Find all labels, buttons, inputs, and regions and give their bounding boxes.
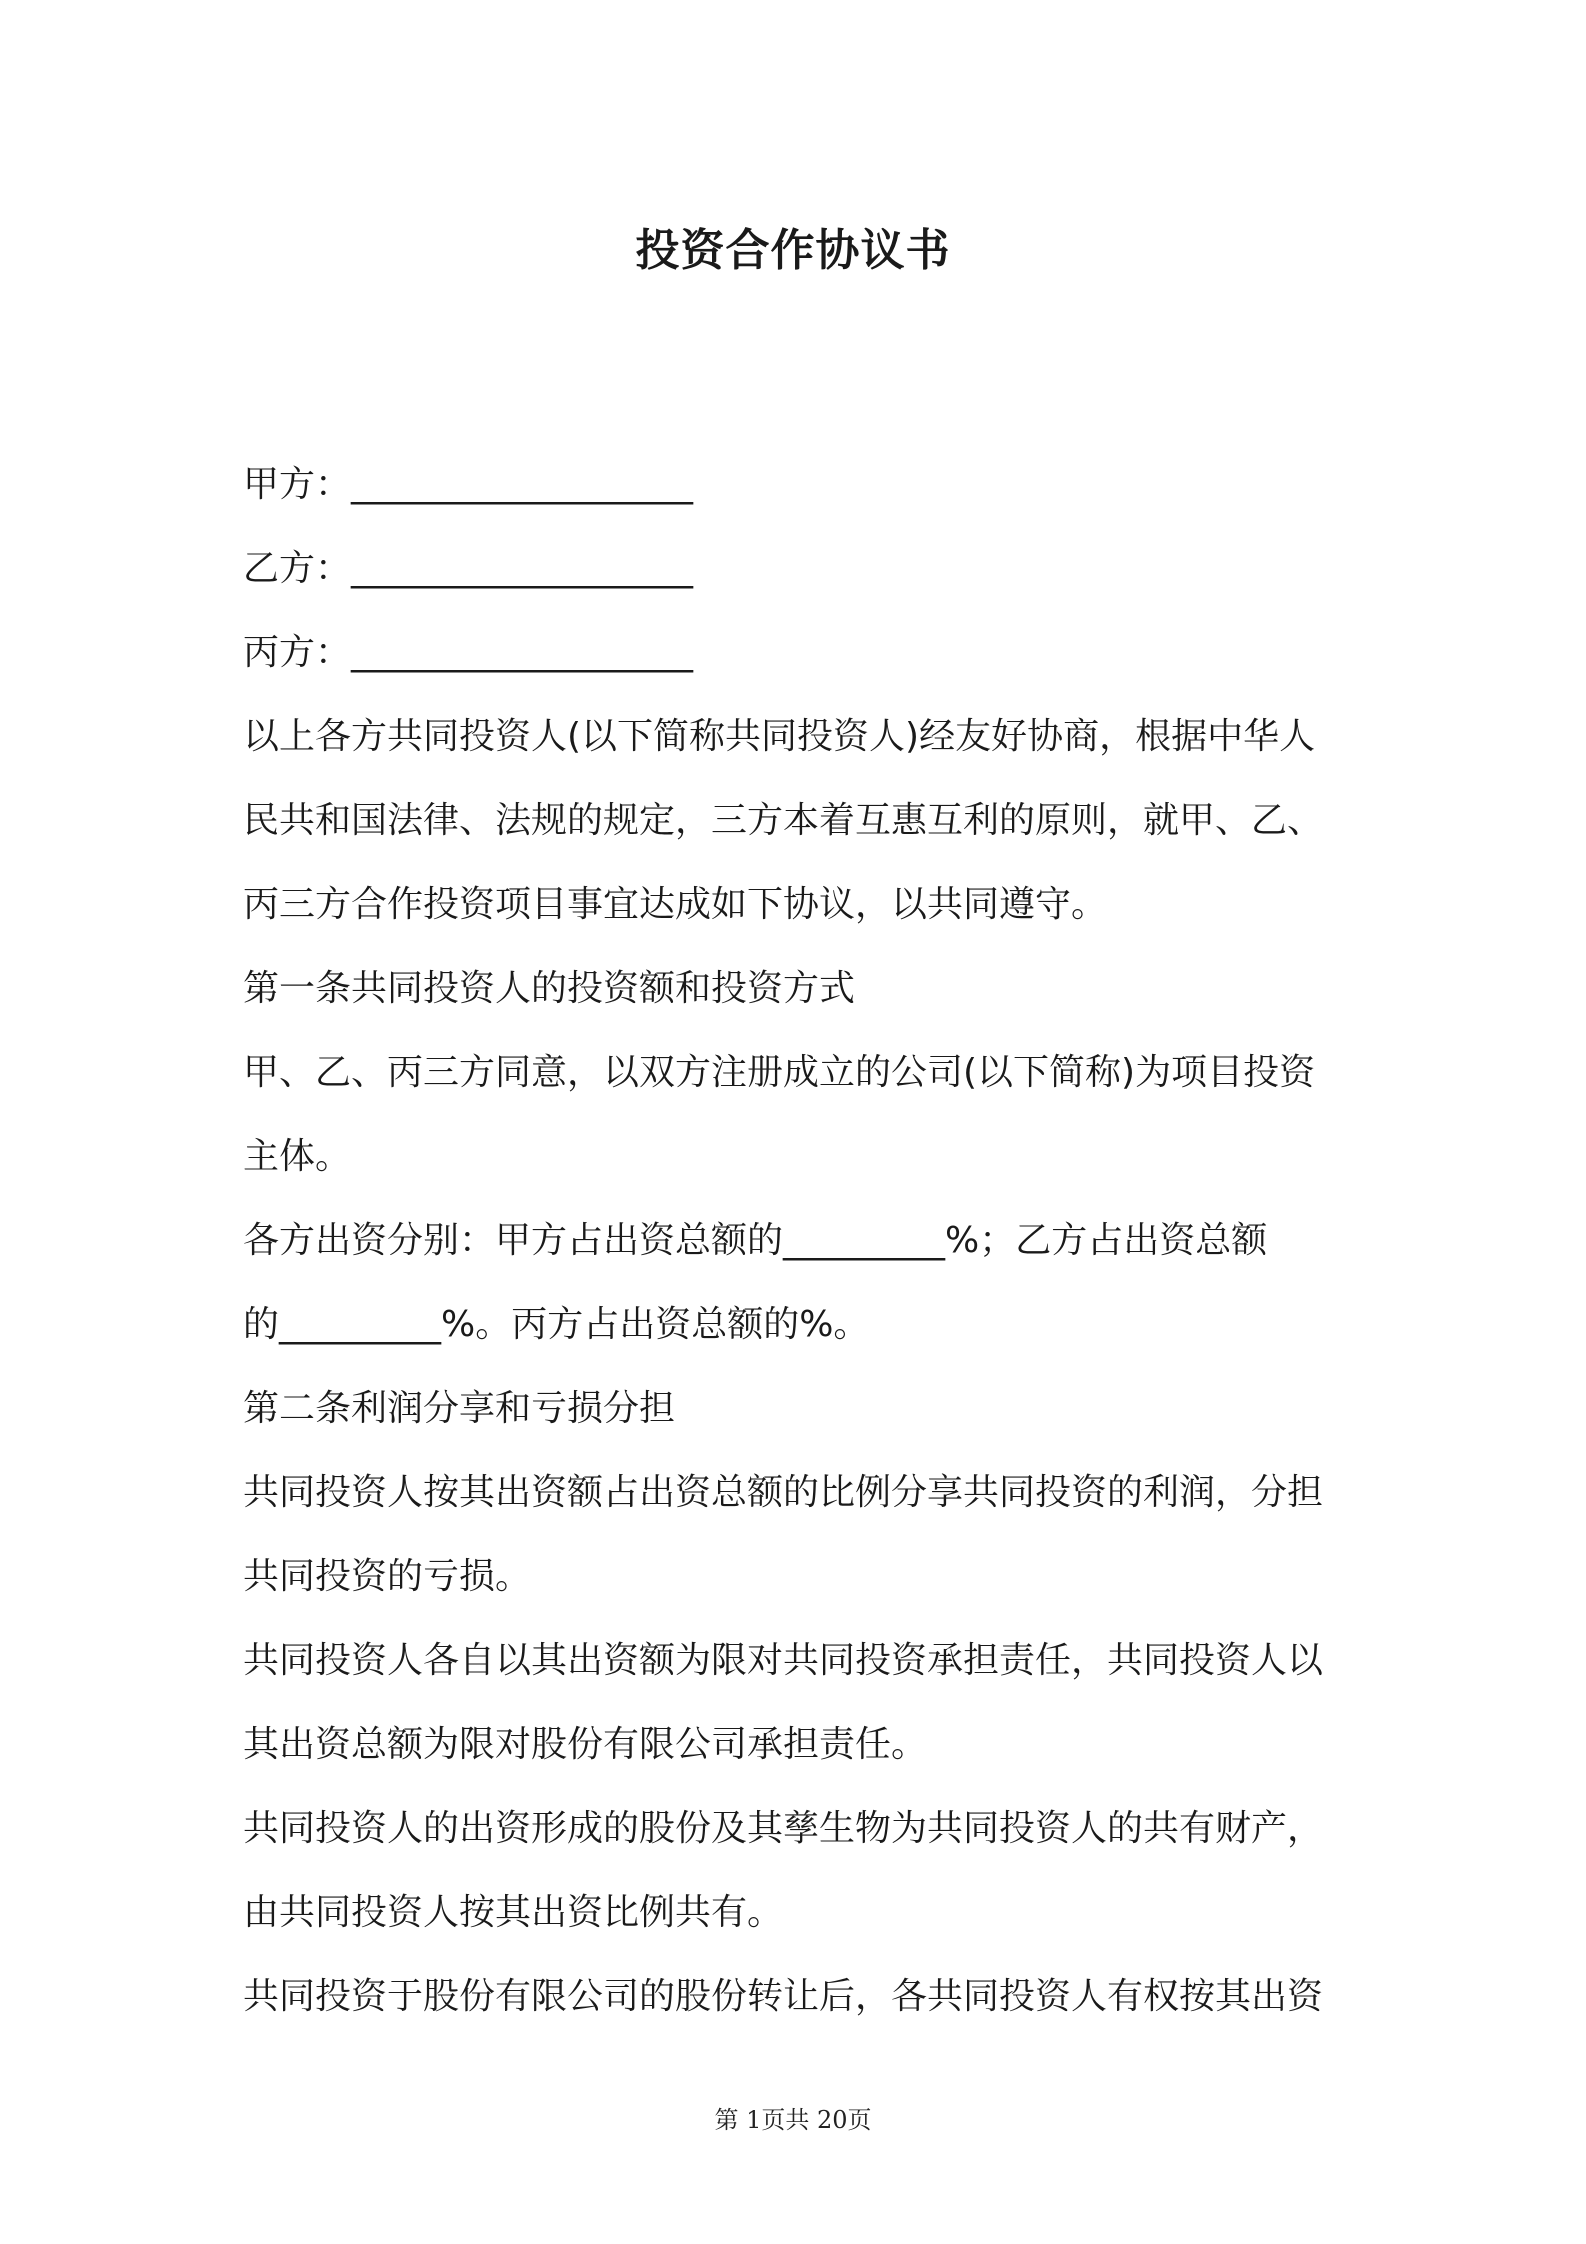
page-number: 第 1页共 20页 bbox=[714, 2106, 872, 2134]
paragraph-line: 共同投资人的出资形成的股份及其孳生物为共同投资人的共有财产， bbox=[243, 1808, 1324, 1849]
paragraph-line: 共同投资人各自以其出资额为限对共同投资承担责任，共同投资人以 bbox=[243, 1640, 1324, 1681]
document-body bbox=[243, 443, 1353, 2039]
paragraph-line: 甲、乙、丙三方同意，以双方注册成立的公司(以下简称)为项目投资 bbox=[243, 1052, 1316, 1093]
paragraph-line: 共同投资人按其出资额占出资总额的比例分享共同投资的利润，分担 bbox=[243, 1472, 1324, 1513]
paragraph-line: 其出资总额为限对股份有限公司承担责任。 bbox=[243, 1724, 928, 1765]
paragraph-line: 共同投资的亏损。 bbox=[243, 1556, 532, 1597]
paragraph-line: 主体。 bbox=[243, 1136, 352, 1177]
paragraph-line: 的_________%。丙方占出资总额的%。 bbox=[243, 1304, 870, 1345]
party-b-line: 乙方：___________________ bbox=[243, 548, 694, 589]
paragraph-line: 由共同投资人按其出资比例共有。 bbox=[243, 1892, 784, 1933]
party-a-line: 甲方：___________________ bbox=[243, 464, 694, 505]
paragraph-line: 各方出资分别：甲方占出资总额的_________%；乙方占出资总额 bbox=[243, 1220, 1268, 1261]
paragraph-line: 以上各方共同投资人(以下简称共同投资人)经友好协商，根据中华人 bbox=[243, 716, 1316, 757]
paragraph-line: 民共和国法律、法规的规定，三方本着互惠互利的原则，就甲、乙、 bbox=[243, 800, 1324, 841]
paragraph-line: 丙三方合作投资项目事宜达成如下协议，以共同遵守。 bbox=[243, 884, 1108, 925]
section-heading-2: 第二条利润分享和亏损分担 bbox=[243, 1388, 676, 1429]
paragraph-line: 共同投资于股份有限公司的股份转让后，各共同投资人有权按其出资 bbox=[243, 1976, 1324, 2017]
party-c-line: 丙方：___________________ bbox=[243, 632, 694, 673]
section-heading-1: 第一条共同投资人的投资额和投资方式 bbox=[243, 968, 856, 1009]
document-title: 投资合作协议书 bbox=[635, 225, 951, 276]
